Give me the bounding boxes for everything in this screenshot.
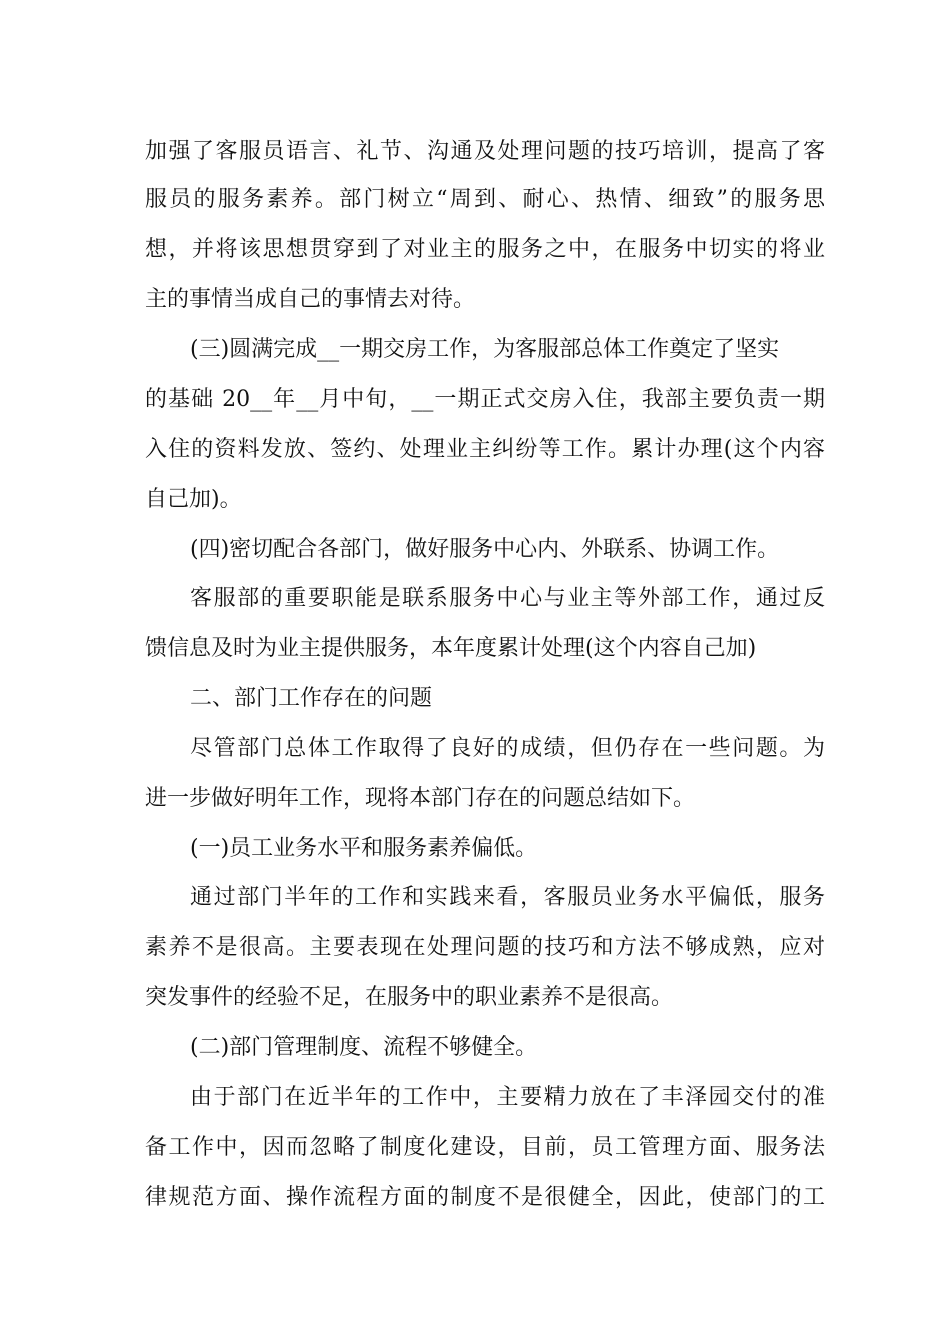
- text-line: 进一步做好明年工作，现将本部门存在的问题总结如下。: [145, 786, 696, 811]
- text-line: 想，并将该思想贯穿到了对业主的服务之中，在服务中切实的将业: [145, 237, 825, 262]
- text-line: 主的事情当成自己的事情去对待。: [145, 287, 476, 312]
- text-line: 通过部门半年的工作和实践来看，客服员业务水平偏低，服务: [190, 885, 825, 910]
- text-line: 加强了客服员语言、礼节、沟通及处理问题的技巧培训，提高了客: [145, 139, 825, 164]
- text-line: 客服部的重要职能是联系服务中心与业主等外部工作，通过反: [190, 586, 825, 611]
- section-heading: 二、部门工作存在的问题: [190, 686, 433, 711]
- text-line: (二)部门管理制度、流程不够健全。: [190, 1035, 538, 1060]
- text-line: 服员的服务素养。部门树立“周到、耐心、热情、细致”的服务思: [145, 187, 825, 212]
- text-line: 自己加)。: [145, 487, 242, 512]
- text-line: 突发事件的经验不足，在服务中的职业素养不是很高。: [145, 985, 674, 1010]
- text-line: (四)密切配合各部门，做好服务中心内、外联系、协调工作。: [190, 537, 780, 562]
- text-line: 备工作中，因而忽略了制度化建设，目前，员工管理方面、服务法: [145, 1135, 825, 1160]
- text-line: (一)员工业务水平和服务素养偏低。: [190, 836, 538, 861]
- text-line: 入住的资料发放、签约、处理业主纠纷等工作。累计办理(这个内容: [145, 437, 825, 462]
- text-line: 律规范方面、操作流程方面的制度不是很健全，因此，使部门的工: [145, 1185, 825, 1210]
- text-line: 素养不是很高。主要表现在处理问题的技巧和方法不够成熟，应对: [145, 935, 825, 960]
- text-line: 的基础 20__年__月中旬，__一期正式交房入住，我部主要负责一期: [145, 387, 825, 412]
- text-line: 馈信息及时为业主提供服务，本年度累计处理(这个内容自己加): [145, 636, 757, 661]
- text-line: (三)圆满完成__一期交房工作，为客服部总体工作奠定了坚实: [190, 337, 780, 362]
- text-line: 由于部门在近半年的工作中，主要精力放在了丰泽园交付的准: [190, 1085, 825, 1110]
- text-line: 尽管部门总体工作取得了良好的成绩，但仍存在一些问题。为: [190, 736, 825, 761]
